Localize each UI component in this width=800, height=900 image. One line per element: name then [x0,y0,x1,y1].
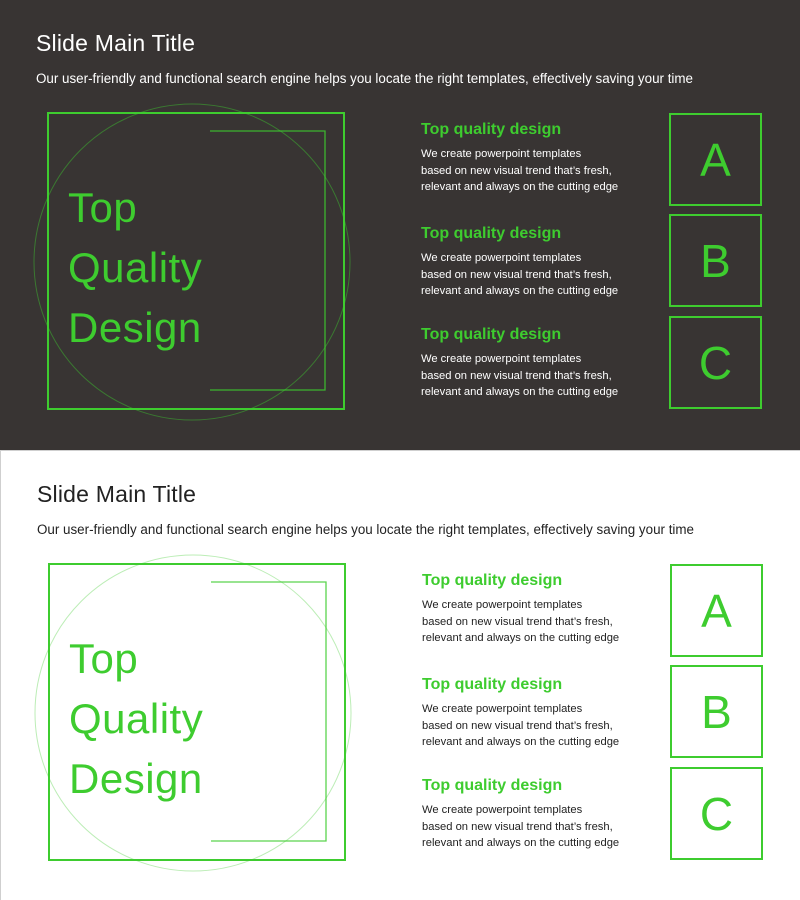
feature-item [422,676,652,751]
feature-item [421,225,651,300]
description-line: We create powerpoint templates [422,804,583,816]
letter-box-c: C [669,316,762,409]
big-heading-line: Quality [68,244,203,291]
feature-description [422,597,652,647]
description-line: relevant and always on the cutting edge [421,285,619,297]
big-heading-line: Quality [69,695,204,742]
inner-square-edge [211,582,326,841]
big-heading-line: Design [68,304,202,351]
big-heading-line: Top [69,635,139,682]
description-line: relevant and always on the cutting edge [422,736,620,748]
big-heading-line: Top [68,184,138,231]
letter-box-b: B [670,665,763,758]
feature-title: Top quality design [422,777,563,794]
description-line: relevant and always on the cutting edge [422,632,620,644]
feature-title: Top quality design [421,121,562,138]
feature-title: Top quality design [421,225,562,242]
description-line: relevant and always on the cutting edge [421,386,619,398]
big-heading-line: Design [69,755,203,802]
feature-item [422,777,652,852]
slide-subtitle: Our user-friendly and functional search engine helps you locate the right templates, effectively saving your time [37,522,694,537]
description-line: We create powerpoint templates [421,353,582,365]
letter-box-a: A [669,113,762,206]
description-line: based on new visual trend that’s fresh, [422,719,613,732]
feature-description [422,701,652,751]
description-line: relevant and always on the cutting edge [421,181,619,193]
description-line: We create powerpoint templates [421,252,582,264]
slide-light [0,450,800,900]
feature-item [421,326,651,401]
feature-title: Top quality design [422,676,563,693]
feature-description [421,250,651,300]
letter-box-b: B [669,214,762,307]
slide-title: Slide Main Title [36,30,196,56]
feature-title: Top quality design [422,572,563,589]
slide-title: Slide Main Title [37,481,197,507]
description-line: relevant and always on the cutting edge [422,837,620,849]
feature-item [422,572,652,647]
description-line: based on new visual trend that’s fresh, [422,820,613,833]
description-line: We create powerpoint templates [422,599,583,611]
description-line: based on new visual trend that’s fresh, [421,268,612,281]
feature-description [421,351,651,401]
letter-box-a: A [670,564,763,657]
feature-title: Top quality design [421,326,562,343]
description-line: based on new visual trend that’s fresh, [421,369,612,382]
slide-subtitle: Our user-friendly and functional search engine helps you locate the right templates, effectively saving your time [36,71,693,86]
description-line: based on new visual trend that’s fresh, [421,164,612,177]
description-line: We create powerpoint templates [422,703,583,715]
description-line: We create powerpoint templates [421,148,582,160]
feature-description [421,146,651,196]
feature-item [421,121,651,196]
big-heading [69,629,203,809]
letter-box-c: C [670,767,763,860]
inner-square-edge [210,131,325,390]
big-heading [68,178,202,358]
feature-description [422,802,652,852]
description-line: based on new visual trend that’s fresh, [422,615,613,628]
